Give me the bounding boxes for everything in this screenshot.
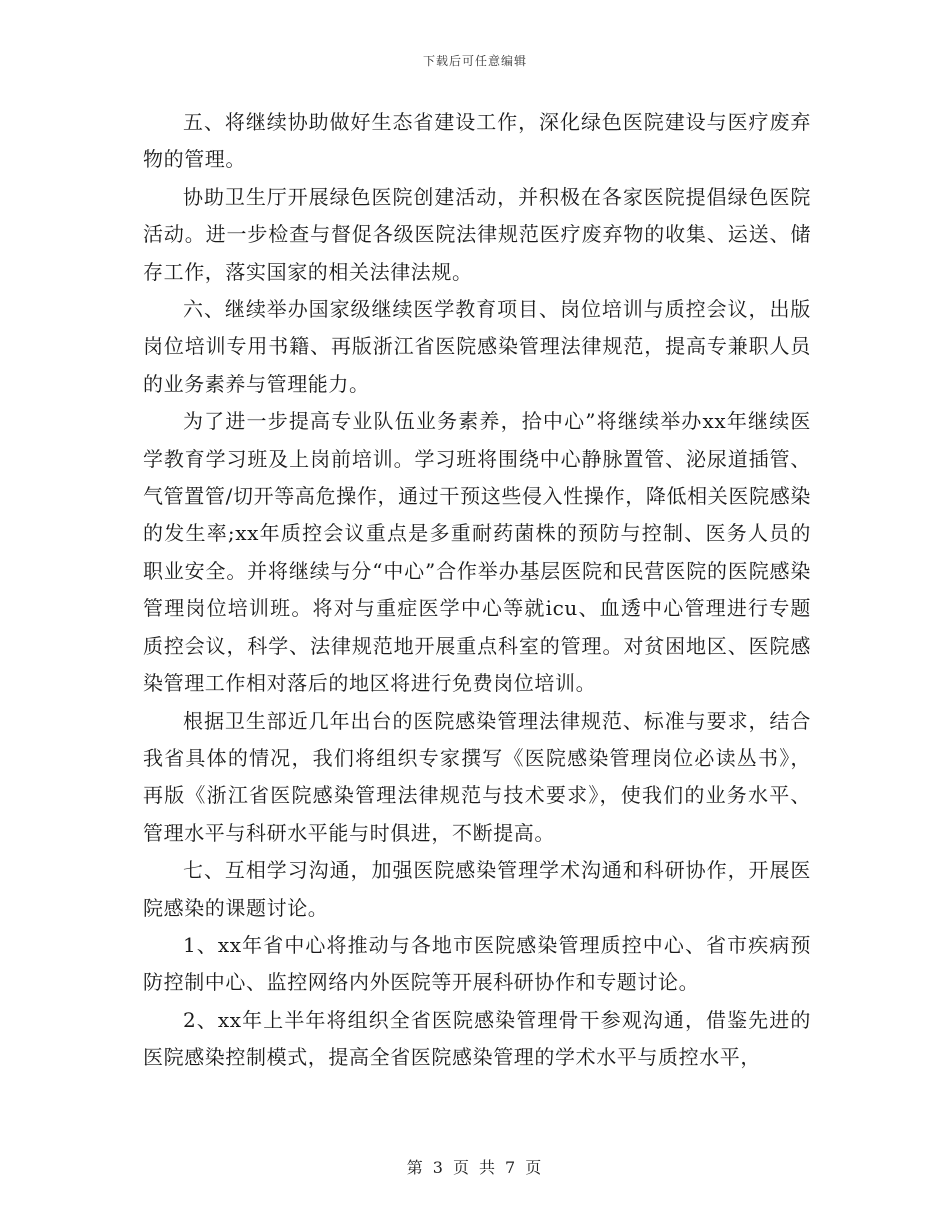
footer-prefix: 第 (406, 1158, 425, 1177)
paragraph-item-two: 2、xx年上半年将组织全省医院感染管理骨干参观沟通，借鉴先进的医院感染控制模式，提高全省医院感染管理的学术水平与质控水平， (143, 1007, 811, 1070)
page-header: 下载后可任意编辑 (422, 54, 527, 68)
paragraph-section-five: 五、将继续协助做好生态省建设工作，深化绿色医院建设与医疗废弃物的管理。 (143, 110, 811, 172)
footer-total-label: 页 (525, 1158, 544, 1177)
paragraph-section-seven: 七、互相学习沟通，加强医院感染管理学术沟通和科研协作，开展医院感染的课题讨论。 (143, 858, 811, 920)
footer-page-label: 页 (452, 1158, 471, 1177)
paragraph-section-six: 六、继续举办国家级继续医学教育项目、岗位培训与质控会议，出版岗位培训专用书籍、再版浙江省医院感染管理法律规范，提高专兼职人员的业务素养与管理能力。 (143, 297, 811, 396)
page-footer (0, 1155, 950, 1178)
paragraph-green-hospital: 协助卫生厅开展绿色医院创建活动，并积极在各家医院提倡绿色医院活动。进一步检查与督促各级医院法律规范医疗废弃物的收集、运送、储存工作，落实国家的相关法律法规。 (143, 184, 811, 284)
paragraph-books: 根据卫生部近几年出台的医院感染管理法律规范、标准与要求，结合我省具体的情况，我们将组织专家撰写《医院感染管理岗位必读丛书》，再版《浙江省医院感染管理法律规范与技术要求》，使我们的业务水平、管理水平与科研水平能与时俱进，不断提高。 (143, 708, 811, 845)
footer-total-prefix: 共 (479, 1158, 498, 1177)
paragraph-item-one: 1、xx年省中心将推动与各地市医院感染管理质控中心、省市疾病预防控制中心、监控网络内外医院等开展科研协作和专题讨论。 (143, 932, 811, 995)
paragraph-training: 为了进一步提高专业队伍业务素养，拾中心”将继续举办xx年继续医学教育学习班及上岗前培训。学习班将围绕中心静脉置管、泌尿道插管、气管置管/切开等高危操作，通过干预这些侵入性操作，降低相关医院感染的发生率;xx年质控会议重点是多重耐药菌株的预防与控制、医务人员的职业安全。并将继续与分“中心”合作举办基层医院和民营医院的医院感染管理岗位培训班。将对与重症医学中心等就icu、血透中心管理进行专题质控会议，科学、法律规范地开展重点科室的管理。对贫困地区、医院感染管理工作相对落后的地区将进行免费岗位培训。 (143, 409, 811, 696)
footer-page-number: 3 (432, 1158, 445, 1177)
document-body (143, 104, 811, 1077)
footer-total-pages: 7 (505, 1158, 518, 1177)
